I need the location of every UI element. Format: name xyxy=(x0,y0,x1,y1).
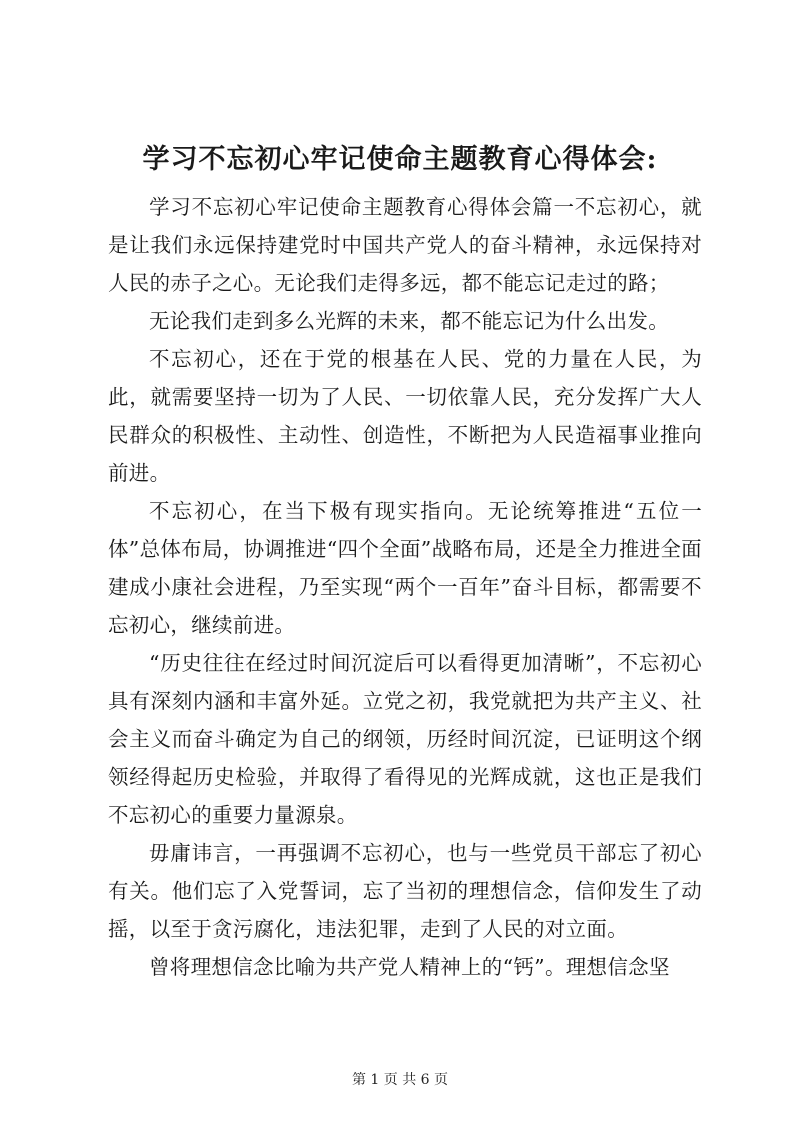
paragraph: 曾将理想信念比喻为共产党人精神上的“钙”。理想信念坚 xyxy=(149,955,670,979)
paragraph: 无论我们走到多么光辉的未来，都不能忘记为什么出发。 xyxy=(149,309,669,333)
page-number-label: 第 1 页 共 6 页 xyxy=(351,1072,449,1088)
paragraph: 毋庸讳言，一再强调不忘初心，也与一些党员干部忘了初心有关。他们忘了入党誓词，忘了当初的理想信念，信仰发生了动摇，以至于贪污腐化，违法犯罪，走到了人民的对立面。 xyxy=(108,841,702,941)
document-title: 学习不忘初心牢记使命主题教育心得体会: xyxy=(142,144,658,175)
document-body xyxy=(108,188,702,986)
paragraph: 学习不忘初心牢记使命主题教育心得体会篇一不忘初心，就是让我们永远保持建党时中国共产党人的奋斗精神，永远保持对人民的赤子之心。无论我们走得多远，都不能忘记走过的路； xyxy=(108,195,702,295)
page-footer xyxy=(0,1070,800,1090)
paragraph: “历史往往在经过时间沉淀后可以看得更加清晰”，不忘初心具有深刻内涵和丰富外延。立党之初，我党就把为共产主义、社会主义而奋斗确定为自己的纲领，历经时间沉淀，已证明这个纲领经得起历史检验，并取得了看得见的光辉成就，这也正是我们不忘初心的重要力量源泉。 xyxy=(108,651,702,827)
paragraph: 不忘初心，在当下极有现实指向。无论统筹推进“五位一体”总体布局，协调推进“四个全面”战略布局，还是全力推进全面建成小康社会进程，乃至实现“两个一百年”奋斗目标，都需要不忘初心，继续前进。 xyxy=(108,499,702,637)
paragraph: 不忘初心，还在于党的根基在人民、党的力量在人民，为此，就需要坚持一切为了人民、一切依靠人民，充分发挥广大人民群众的积极性、主动性、创造性，不断把为人民造福事业推向前进。 xyxy=(108,347,702,485)
